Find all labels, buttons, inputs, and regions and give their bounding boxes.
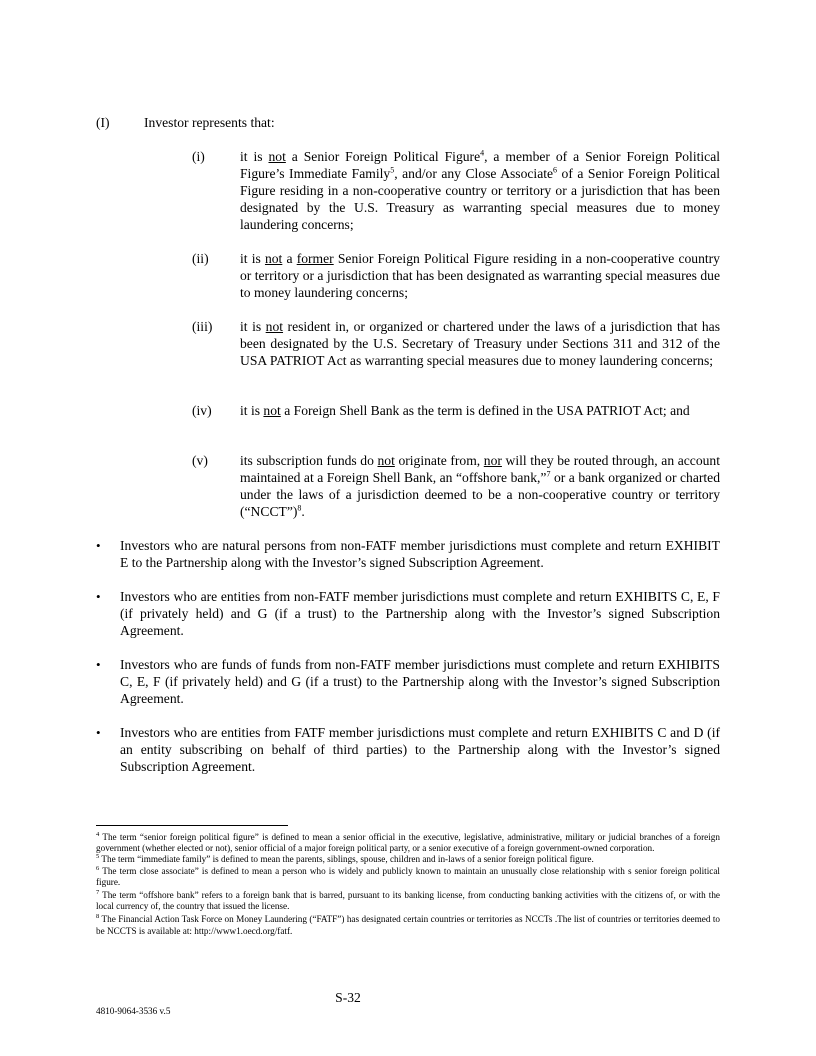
footnote: $^4$ The term “senior foreign political figure” is defined to mean a senior official in the executive, legislative, administrative, military or judicial branches of a foreign government (whether elected or not), senior official of a major foreign political party, or a senior executive of a foreign government-owned corporation. [96, 830, 720, 854]
item-number: (v) [192, 453, 208, 468]
section-label: (I) [96, 115, 110, 130]
footnote: $^8$ The Financial Action Task Force on Money Laundering (“FATF”) has designated certain countries or territories as NCCTs .The list of countries or territories deemed to be NCCTS is available at: http://www1.oecd.org/fatf. [96, 913, 720, 936]
footnote: $^5$ The term “immediate family” is defined to mean the parents, siblings, spouse, children and in-laws of a senior foreign political figure. [96, 853, 594, 865]
footnote-separator [96, 825, 288, 826]
footnote-ref: 6 [553, 165, 558, 175]
footnotes [96, 832, 720, 937]
footnote-ref: 7 [546, 469, 551, 479]
document-id: 4810-9064-3536 v.5 [96, 1006, 171, 1016]
bullet-icon: • [96, 725, 101, 740]
bullet-text: Investors who are natural persons from non-FATF member jurisdictions must complete and return EXHIBIT E to the Partnership along with the Investor’s signed Subscription Agreement. [120, 538, 720, 570]
item-text: it is not resident in, or organized or chartered under the laws of a jurisdiction that has been designated by the U.S. Secretary of Treasury under Sections 311 and 312 of the USA PATRIOT Act as warranting special measures due to money laundering concerns; [240, 319, 720, 368]
item-text: it is not a Foreign Shell Bank as the term is defined in the USA PATRIOT Act; and [240, 403, 690, 418]
page-number: S-32 [335, 990, 361, 1005]
bullet-text: Investors who are funds of funds from non-FATF member jurisdictions must complete and return EXHIBITS C, E, F (if privately held) and G (if a trust) to the Partnership along with the Investor’s signed Subscription Agreement. [120, 657, 720, 706]
item-number: (i) [192, 149, 205, 164]
item-number: (ii) [192, 251, 209, 266]
section-intro: Investor represents that: [144, 115, 275, 130]
footnote-ref: 8 [297, 503, 302, 513]
footnote-ref: 4 [480, 148, 485, 158]
item-text: it is not a Senior Foreign Political Figure$^4$, a member of a Senior Foreign Political Figure’s Immediate Family$^5$, and/or any Close Associate$^6$ of a Senior Foreign Political Figure residing in a non-cooperative country or territory or a jurisdiction that has been designated by the U.S. Treasury as warranting special measures due to money laundering concerns; [240, 148, 721, 232]
footnote-ref: 5 [390, 165, 395, 175]
bullet-icon: • [96, 538, 101, 553]
item-number: (iii) [192, 319, 213, 334]
bullet-text: Investors who are entities from non-FATF member jurisdictions must complete and return EXHIBITS C, E, F (if privately held) and G (if a trust) to the Partnership along with the Investor’s signed Subscription Agreement. [120, 589, 720, 638]
footnote: $^6$ The term close associate” is defined to mean a person who is widely and publicly known to maintain an unusually close relationship with s senior foreign political figure. [96, 864, 720, 887]
item-text: its subscription funds do not originate from, nor will they be routed through, an account maintained at a Foreign Shell Bank, an “offshore bank,”$^7$ or a bank organized or charted under the laws of a jurisdiction deemed to be a non-cooperative country or territory (“NCCT”)$^8$. [240, 453, 720, 519]
item-text: it is not a former Senior Foreign Political Figure residing in a non-cooperative country or territory or a jurisdiction that has been designated as warranting special measures due to money laundering concerns; [240, 251, 720, 300]
footnote: $^7$ The term “offshore bank” refers to a foreign bank that is barred, pursuant to its banking license, from conducting banking activities with the citizens of, or with the local currency of, the country that issued the license. [96, 888, 720, 912]
bullet-icon: • [96, 657, 101, 672]
bullet-text: Investors who are entities from FATF member jurisdictions must complete and return EXHIBITS C and D (if an entity subscribing on behalf of third parties) to the Partnership along with the Investor’s signed Subscription Agreement. [120, 725, 720, 774]
item-number: (iv) [192, 403, 212, 418]
bullet-icon: • [96, 589, 101, 604]
